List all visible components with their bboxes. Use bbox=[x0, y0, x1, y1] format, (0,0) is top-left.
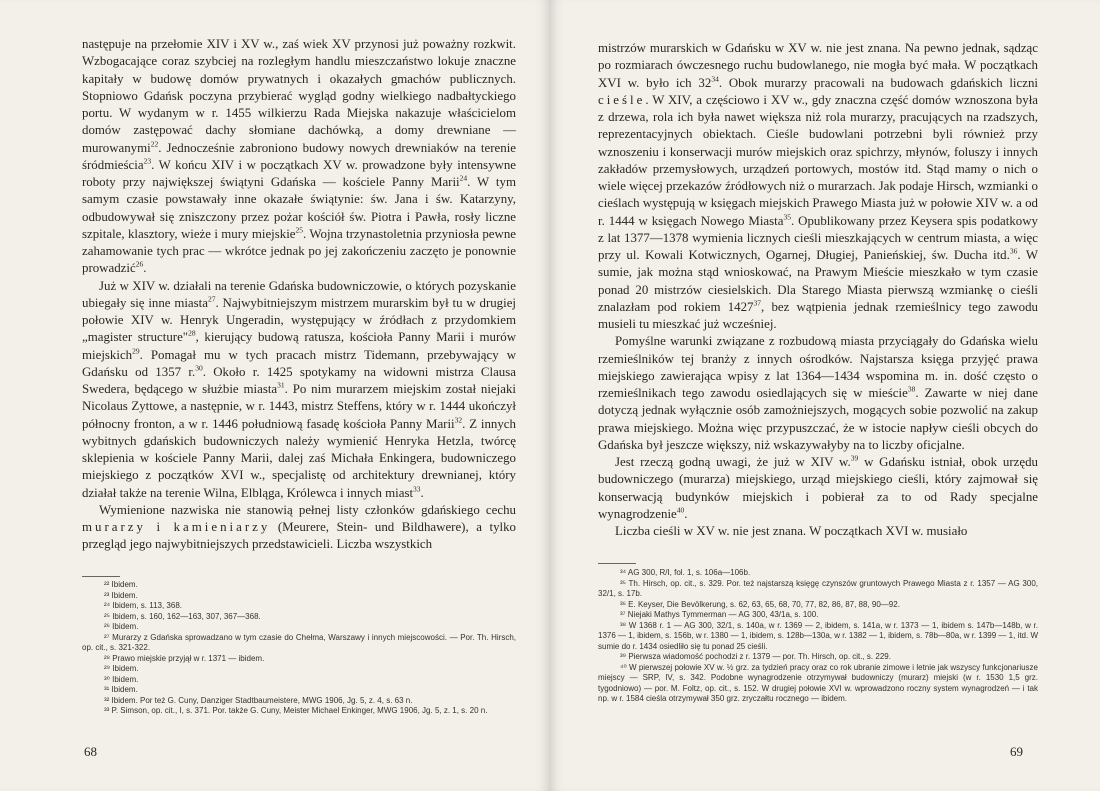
footnote-divider bbox=[598, 563, 636, 564]
paragraph: Wymienione nazwiska nie stanowią pełnej listy członków gdańskiego cechu murarzy i kamieniarzy (Meurere, Stein- und Bildhawere), a tylko przegląd jego najwybitniejszych przedstawicieli. Liczba wszystkich bbox=[82, 502, 516, 552]
footnote-divider bbox=[82, 576, 120, 577]
footnote-ref: 23 bbox=[143, 156, 152, 166]
paragraph: następuje na przełomie XIV i XV w., zaś wiek XV przynosi już poważny rozkwit. Wzbogacające coraz szybciej na rozległym handlu mieszczaństwo lokuje znaczne kapitały w budowę domów prywatnych i okazałych gmachów publicznych. Stopniowo Gdańsk poczyna przybierać wygląd godny wielkiego nadbałtyckiego portu. W wydanym w r. 1455 wilkierzu Rada Miejska nakazuje właścicielom domów zastępować dachy słomiane dachówką, a domy drewniane — murowanymi$^{22}$. Jednocześnie zabroniono budowy nowych drewniaków na terenie śródmieścia$^{23}$. W końcu XIV i w początkach XV w. prowadzone były intensywne roboty przy największej świątyni Gdańska — kościele Panny Marii$^{24}$. W tym samym czasie powstawały inne okazałe świątynie: św. Jana i św. Katarzyny, odbudowywał się zniszczony przez pożar kościół św. Piotra i Pawła, rosły liczne szpitale, klasztory, wieże i mury miejskie$^{25}$. Wojna trzynastoletnia przyniosła pewne zahamowanie tych prac — wkrótce jednak po jej zakończeniu zaczęto je ponownie prowadzić$^{26}$. bbox=[82, 37, 516, 276]
footnote: ²⁸ Prawo miejskie przyjął w r. 1371 — ibidem. bbox=[104, 653, 265, 663]
footnote-ref: 35 bbox=[783, 212, 791, 222]
footnote-ref: 31 bbox=[277, 380, 285, 390]
footnote-ref: 33 bbox=[413, 484, 421, 494]
paragraph: Jest rzeczą godną uwagi, że już w XIV w.$^{39}$ w Gdańsku istniał, obok urzędu budowniczego (murarza) miejskiego, urząd miejskiego cieśli, który zajmował się konserwacją budynków miejskich i pobierał za to od Rady specjalne wynagrodzenie$^{40}$. bbox=[598, 453, 1038, 521]
footnote-ref: 26 bbox=[135, 259, 144, 269]
footnote: ³³ P. Simson, op. cit., I, s. 371. Por. także G. Cuny, Meister Michael Enkinger, MWG 1906, Jg. 5, z. 1, s. 20 n. bbox=[104, 706, 488, 715]
footnote: ²⁵ Ibidem, s. 160, 162—163, 307, 367—368. bbox=[104, 611, 261, 621]
footnote: ³⁶ E. Keyser, Die Bevölkerung, s. 62, 63, 65, 68, 70, 77, 82, 86, 87, 88, 90—92. bbox=[620, 599, 900, 609]
footnote-ref: 38 bbox=[907, 384, 916, 394]
left-body-text bbox=[82, 36, 516, 554]
footnote: ⁴⁰ W pierwszej połowie XV w. ½ grz. za tydzień pracy oraz co rok ubranie zimowe i letnie jak wszyscy funkcjonariusze miejscy — SRP, IV, s. 342. Podobne wynagrodzenie otrzymywał budowniczy (murarz) miejski (w r. 1530 1,5 grz. tygodniowo) — por. M. Foltz, op. cit., s. 152. W drugiej połowie XVI w. wprowadzono roczny system wynagrodzeń — i tak np. w r. 1584 cieśla otrzymywał 350 grz. zryczałtu rocznego — ibidem. bbox=[598, 662, 1038, 703]
footnote: ³⁹ Pierwsza wiadomość pochodzi z r. 1379 — por. Th. Hirsch, op. cit., s. 229. bbox=[620, 652, 891, 661]
spaced-term: murarzy i kamieniarzy bbox=[82, 520, 271, 534]
right-page bbox=[550, 0, 1100, 791]
paragraph: Liczba cieśli w XV w. nie jest znana. W początkach XVI w. musiało bbox=[615, 524, 968, 538]
footnote: ³⁷ Niejaki Mathys Tymmerman — AG 300, 43/1a, s. 100. bbox=[620, 610, 819, 619]
footnote-ref: 32 bbox=[454, 415, 463, 425]
footnote: ²⁷ Murarzy z Gdańska sprowadzano w tym czasie do Chełma, Warszawy i innych miejscowości. — Por. Th. Hirsch, op. cit., s. 321-322. bbox=[82, 632, 516, 652]
footnote: ³⁵ Th. Hirsch, op. cit., s. 329. Por. też najstarszą księgę czynszów gruntowych Prawego Miasta z r. 1357 — AG 300, 32/1, s. 17b. bbox=[598, 578, 1038, 598]
right-footnotes bbox=[598, 568, 1038, 705]
left-footnotes bbox=[82, 580, 516, 717]
footnote: ³¹ Ibidem. bbox=[104, 685, 138, 694]
footnote-ref: 28 bbox=[188, 328, 196, 338]
footnote-ref: 22 bbox=[150, 139, 159, 149]
footnote-ref: 27 bbox=[207, 294, 216, 304]
paragraph: Już w XIV w. działali na terenie Gdańska budowniczowie, o których pozyskanie ubiegały się inne miasta$^{27}$. Najwybitniejszym mistrzem murarskim był tu w drugiej połowie XIV w. Henryk Ungeradin, występujący w źródłach z przydomkiem „magister structure"$^{28}$, kierujący budową ratusza, kościoła Panny Marii i murów miejskich$^{29}$. Pomagał mu w tych pracach mistrz Tidemann, przebywający w Gdańsku od 1357 r.$^{30}$. Około r. 1425 spotykamy na widowni mistrza Clausa Swedera, będącego w służbie miasta$^{31}$. Po nim murarzem miejskim został niejaki Nicolaus Zyttowe, a następnie, w r. 1443, mistrz Steffens, który w r. 1444 ukończył północny fronton, a w r. 1446 południową fasadę kościoła Panny Marii$^{32}$. Z innych wybitnych gdańskich budowniczych należy wymienić Henryka Hetzla, twórcę sklepienia w kościele Panny Marii, dalej zaś Michała Enkingera, budowniczego miejskiego z początków XVI w., specjalistę od architektury drewnianej, który działał także na terenie Wilna, Elbląga, Królewca i innych miast$^{33}$. bbox=[82, 278, 517, 500]
footnote: ²² Ibidem. bbox=[104, 580, 138, 589]
footnote: ²⁶ Ibidem. bbox=[104, 622, 139, 631]
footnote: ²⁴ Ibidem, s. 113, 368. bbox=[104, 601, 182, 610]
page-number: 68 bbox=[84, 744, 97, 759]
footnote-ref: 36 bbox=[1009, 246, 1018, 256]
paragraph: mistrzów murarskich w Gdańsku w XV w. nie jest znana. Na pewno jednak, sądząc po rozmiarach ówczesnego ruchu budowlanego, nie mogła być mała. W początkach XVI w. było ich $32^{34}$. Obok murarzy pracowali na budowach gdańskich liczni cieśle. W XIV, a częściowo i XV w., gdy znaczna część domów wznoszona była z drzewa, rola ich była nawet większa niż rola murarzy, pracujących na rzadszych, reprezentacyjnych obiektach. Cieśle budowlani potrzebni byli również przy wznoszeniu i konserwacji murów miejskich oraz spichrzy, młynów, foluszy i innych zakładów przemysłowych, urządzeń portowych, mostów itd. Stąd mamy o nich o wiele więcej przekazów źródłowych niż o murarzach. Jak podaje Hirsch, wzmianki o cieślach występują w księgach miejskich Prawego Miasta już w połowie XIV w. a od r. 1444 w księgach Nowego Miasta$^{35}$. Opublikowany przez Keysera spis podatkowy z lat 1377—1378 wymienia licznych cieśli mieszkających w centrum miasta, a więc przy ul. Kowali Kotwicznych, Ogarnej, Długiej, Panieńskiej, św. Ducha itd.$^{36}$. W sumie, jak można stąd wnioskować, na Prawym Mieście mieszkało w tym czasie ponad 20 mistrzów ciesielskich. Dla Starego Miasta pierwszą wzmiankę o cieśli znalazłam pod rokiem 1427$^{37}$, bez wątpienia jednak rzemieślnicy tego zawodu musieli tu mieszkać już wcześniej. bbox=[598, 41, 1038, 331]
footnote-ref: 34 bbox=[711, 74, 719, 84]
footnote: ²⁹ Ibidem. bbox=[104, 664, 139, 673]
footnote: ³⁰ Ibidem. bbox=[104, 674, 139, 684]
footnote-ref: 40 bbox=[676, 505, 685, 515]
page-number: 69 bbox=[1010, 744, 1023, 759]
footnote-ref: 39 bbox=[850, 453, 859, 463]
footnote-ref: 29 bbox=[132, 346, 140, 356]
footnote-ref: 30 bbox=[195, 363, 203, 373]
footnote: ³⁴ AG 300, R/I, fol. 1, s. 106a—106b. bbox=[620, 568, 751, 577]
footnote: ³⁸ W 1368 r. 1 — AG 300, 32/1, s. 140a, w r. 1369 — 2, ibidem, s. 141a, w r. 1373 — 1, ibidem s. 147b—148b, w r. 1376 — 1, ibidem, s. 156b, w r. 1380 — 1, ibidem, s. 128b—130a, w r. 1382 — 1, ibidem, s. 78b—80a, w r. 1399 — 1, itd. W sumie do r. 1434 osiedliło się tu ponad 25 cieśli. bbox=[598, 620, 1038, 651]
footnote-ref: 37 bbox=[753, 298, 762, 308]
footnote: ³² Ibidem. Por też G. Cuny, Danziger Stadtbaumeistere, MWG 1906, Jg. 5, z. 4, s. 63 n. bbox=[104, 695, 413, 705]
spaced-term: cieśle bbox=[598, 92, 646, 107]
paragraph: Pomyślne warunki związane z rozbudową miasta przyciągały do Gdańska wielu rzemieślników tej branży z innych ośrodków. Najstarsza księga przyjęć prawa miejskiego zawierająca wpisy z lat 1364—1434 wspomina m. in. dość często o rzemieślnikach tego zawodu osiedlających się w mieście$^{38}$. Zawarte w niej dane dotyczą jednak wyłącznie osób zamożniejszych, mogących sobie pozwolić na zakup prawa miejskiego. Można więc przypuszczać, że w istocie napływ cieśli obcych do Gdańska był jeszcze większy, niż wskazywałyby na to liczby oficjalne. bbox=[598, 334, 1038, 452]
right-body-text bbox=[598, 40, 1038, 540]
footnote: ²³ Ibidem. bbox=[104, 590, 138, 600]
footnote-ref: 25 bbox=[295, 225, 304, 235]
footnote-ref: 24 bbox=[459, 173, 468, 183]
